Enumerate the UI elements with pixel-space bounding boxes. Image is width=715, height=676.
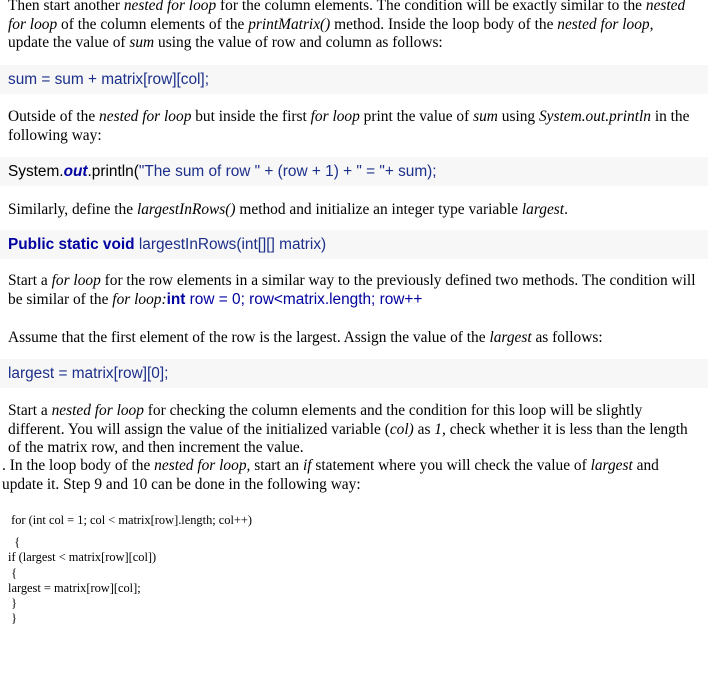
text: using the value of row and column as follows: [154,34,443,52]
code-sum-update: sum = sum + matrix[row][col]; [0,65,708,94]
italic-term: for loop: [112,290,167,308]
text: for checking the column elements and the condition for this loop will be slightly different. You will assign the value of the initialized variable ( [8,402,643,438]
text: as [413,420,435,438]
paragraph-define-largest [8,201,698,220]
paragraph-if-statement [2,457,698,494]
text: in the following way: [8,108,690,144]
italic-term: nested for loop [99,108,192,125]
text: for the column elements. The condition will be exactly similar to the [216,0,646,14]
text: and update it. Step 9 and 10 can be done in the following way: [2,457,659,493]
text: of the column elements of the [57,15,249,33]
italic-term: nested for loop, [557,15,654,33]
code-method-signature [0,230,708,259]
code-field: out [63,163,88,180]
italic-term: nested for loop, [154,457,251,474]
text: Outside of the [8,108,100,125]
code-string: " = " [356,163,385,180]
italic-term: nested for loop [8,0,686,33]
code-text: + sum); [384,163,437,180]
text: method and initialize an integer type variable [235,201,522,218]
italic-term: col) [389,420,414,438]
text: Start a [8,272,52,289]
italic-term: printMatrix() [248,15,331,33]
text: Assume that the first element of the row is the largest. Assign the value of the [8,329,490,346]
code-text: .println( [87,163,139,180]
code-line: largest = matrix[row][col]; [8,580,141,595]
text: update the value of [8,34,130,52]
text: method. Inside the loop body of the [330,15,558,33]
italic-term: sum [129,34,155,52]
text: start an [250,457,303,474]
code-keyword: Public static void [8,236,135,253]
text: as follows: [531,329,603,346]
code-line: { [8,535,21,550]
italic-term: sum [473,108,498,125]
code-line: if (largest < matrix[row][col]) [8,550,157,565]
code-println [0,157,708,186]
text: using [497,108,539,125]
text: . [564,201,568,218]
italic-term: largest [521,201,565,218]
text: for the row elements in a similar way to the previously defined two methods. The condition will be similar of the [8,272,696,308]
italic-term: if [302,457,312,474]
code-line: } [8,611,18,626]
italic-term: largest [590,457,633,474]
italic-term: largestInRows() [136,201,236,218]
text: but inside the first [191,108,311,125]
paragraph-assume-largest [8,329,698,348]
code-string: "The sum of row " [138,163,261,180]
text: Similarly, define the [8,201,137,218]
text: print the value of [359,108,474,125]
paragraph-row-loop [8,272,698,309]
code-line: } [8,596,18,611]
code-snippet-block [8,513,408,626]
code-text: System. [8,163,64,180]
text: . In the loop body of the [2,457,155,474]
paragraph-print-sum [8,108,698,145]
code-text: + (row + 1) + [260,163,357,180]
italic-term: nested for loop [51,402,144,419]
text: Start a [8,402,52,419]
code-keyword: int [166,290,186,308]
code-largest-init: largest = matrix[row][0]; [0,359,708,388]
italic-term: for loop [51,272,101,289]
text: check whether it is less than the length of the matrix row, and then increment the value. [8,420,688,457]
code-text: largestInRows(int[][] matrix) [134,236,327,253]
code-line: for (int col = 1; col < matrix[row].length; col++) [8,513,253,527]
italic-term: System.out.println [538,108,651,125]
text: statement where you will check the value of [311,457,591,474]
italic-term: largest [489,329,532,346]
paragraph-nested-loop-intro [8,0,698,53]
paragraph-nested-column-loop [8,402,698,458]
italic-term: for loop [310,108,360,125]
code-line: { [8,565,18,580]
text: Then start another [8,0,124,14]
italic-term: nested for loop [123,0,217,14]
code-text: row = 0; row<matrix.length; row++ [185,290,423,308]
italic-term: 1, [434,420,446,438]
